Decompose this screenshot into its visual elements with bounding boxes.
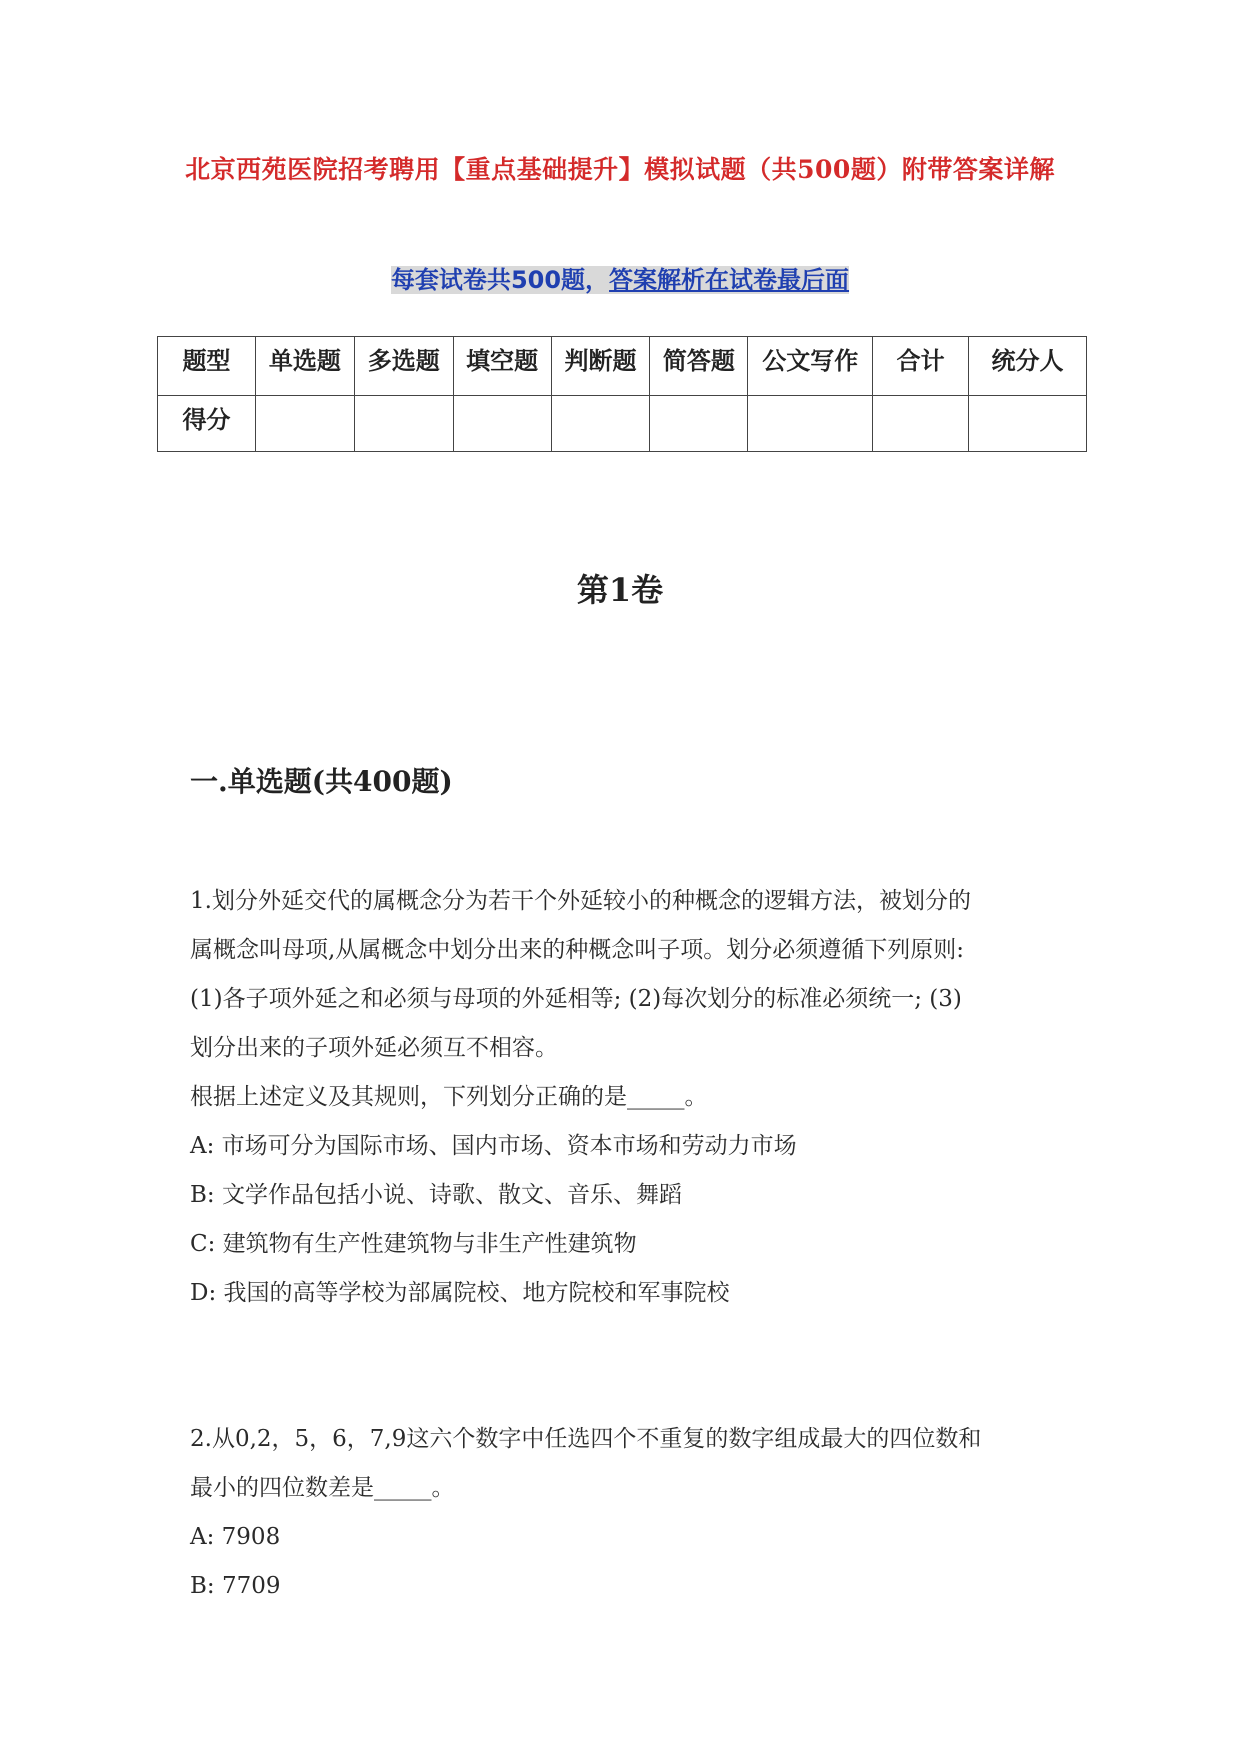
header-cell-total: 合计 bbox=[873, 337, 969, 396]
question-line: 1.划分外延交代的属概念分为若干个外延较小的种概念的逻辑方法，被划分的 bbox=[190, 888, 971, 914]
answer-link[interactable]: 答案解析在试卷最后面 bbox=[609, 266, 850, 294]
score-cell bbox=[969, 396, 1087, 452]
header-cell-type: 题型 bbox=[158, 337, 256, 396]
score-cell bbox=[650, 396, 748, 452]
header-cell-judge: 判断题 bbox=[551, 337, 650, 396]
score-cell bbox=[255, 396, 354, 452]
header-cell-scorer: 统分人 bbox=[969, 337, 1087, 396]
question-line: 根据上述定义及其规则，下列划分正确的是_____。 bbox=[190, 1084, 708, 1110]
question-line: 最小的四位数差是_____。 bbox=[190, 1475, 455, 1501]
header-cell-fill: 填空题 bbox=[453, 337, 551, 396]
volume-title: 第1卷 bbox=[576, 571, 664, 609]
score-cell bbox=[748, 396, 873, 452]
score-row-label: 得分 bbox=[158, 396, 256, 452]
document-title: 北京西苑医院招考聘用【重点基础提升】模拟试题（共500题）附带答案详解 bbox=[185, 155, 1055, 184]
question-line: 2.从0,2，5，6，7,9这六个数字中任选四个不重复的数字组成最大的四位数和 bbox=[190, 1426, 982, 1452]
header-cell-single: 单选题 bbox=[255, 337, 354, 396]
option-b: B: 文学作品包括小说、诗歌、散文、音乐、舞蹈 bbox=[190, 1182, 682, 1208]
option-a: A: 7908 bbox=[190, 1524, 281, 1550]
question-line: 划分出来的子项外延必须互不相容。 bbox=[190, 1035, 558, 1061]
section-title: 一.单选题(共400题) bbox=[190, 765, 453, 798]
score-cell bbox=[873, 396, 969, 452]
score-cell bbox=[354, 396, 453, 452]
question-line: (1)各子项外延之和必须与母项的外延相等; (2)每次划分的标准必须统一; (3) bbox=[190, 986, 962, 1012]
subtitle-count: 500 bbox=[510, 266, 562, 294]
document-subtitle bbox=[0, 260, 1240, 295]
question-2 bbox=[190, 1415, 1060, 1611]
option-c: C: 建筑物有生产性建筑物与非生产性建筑物 bbox=[190, 1231, 637, 1257]
question-1 bbox=[190, 877, 1060, 1318]
question-line: 属概念叫母项,从属概念中划分出来的种概念叫子项。划分必须遵循下列原则: bbox=[190, 937, 965, 963]
header-cell-writing: 公文写作 bbox=[748, 337, 873, 396]
score-table bbox=[157, 336, 1087, 452]
subtitle-part1: 每套试卷共 bbox=[390, 266, 511, 294]
score-cell bbox=[551, 396, 650, 452]
header-cell-multiple: 多选题 bbox=[354, 337, 453, 396]
score-cell bbox=[453, 396, 551, 452]
option-b: B: 7709 bbox=[190, 1573, 281, 1599]
score-table-header-row bbox=[158, 337, 1087, 396]
option-a: A: 市场可分为国际市场、国内市场、资本市场和劳动力市场 bbox=[190, 1133, 797, 1159]
option-d: D: 我国的高等学校为部属院校、地方院校和军事院校 bbox=[190, 1280, 730, 1306]
header-cell-short-answer: 简答题 bbox=[650, 337, 748, 396]
subtitle-part3: 题， bbox=[561, 266, 610, 294]
score-table-score-row bbox=[158, 396, 1087, 452]
